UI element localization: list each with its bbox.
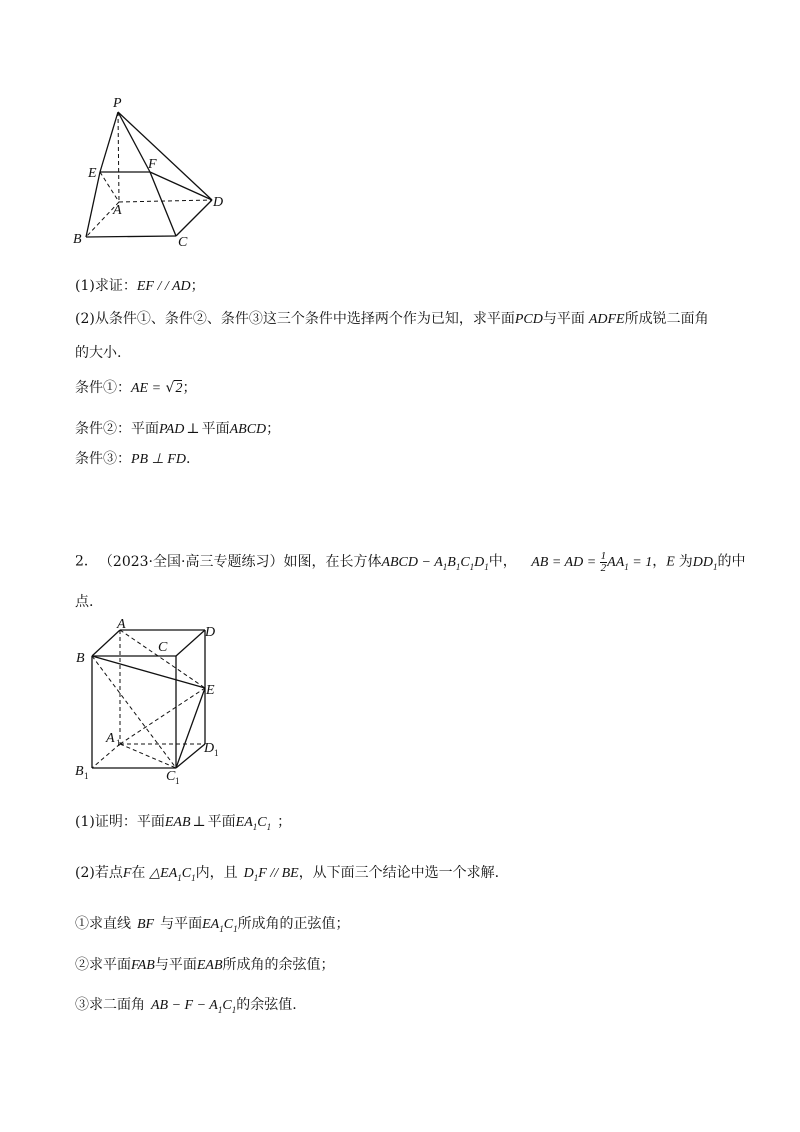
label-C1: C [166,769,176,784]
label-D: D [205,625,216,640]
label-A: A [113,203,122,218]
label-D1-sub: 1 [214,748,219,758]
label-B1-sub: 1 [84,771,89,781]
label-C1-sub: 1 [175,776,180,785]
label-P: P [113,96,122,111]
p1-part2-cont: 的大小. [75,345,122,361]
p1-part1: (1)求证：EF / / AD； [75,278,205,294]
p2-heading-cont: 点. [75,594,94,610]
fraction-one-half: $\frac{1}{2}$ [600,550,607,574]
label-F: F [148,157,157,172]
edge-BE [92,656,205,688]
edge-PF [118,112,150,172]
p1-cond2: 条件②：平面PAD ⊥ 平面ABCD； [75,421,281,437]
edge-BC [86,236,176,237]
label-E: E [206,683,215,698]
edge-PD [118,112,212,200]
figure-pyramid [60,90,250,255]
p1-cond3: 条件③：PB ⊥ FD. [75,451,191,467]
edge-A1C1 [120,744,176,768]
p2-opt1: ①求直线 BF 与平面$EA_1C_1$所成角的正弦值； [75,916,350,934]
p2-part1: (1)证明：平面EAB ⊥ 平面$EA_1C_1$ ； [75,814,292,832]
figure-cuboid [65,615,230,785]
p2-part2: (2)若点F在 $\triangle EA_1C_1$内，且 $D_1F$ // BE，从下面三个结论中选一个求解. [75,865,500,883]
label-B: B [73,232,82,247]
edge-CD [176,200,212,236]
p2-opt3: ③求二面角 AB − $F - A_1C_1$的余弦值. [75,997,297,1015]
edge-EA [100,172,119,202]
edge-EB [86,172,100,237]
edge-PE [100,112,118,172]
label-A: A [117,617,126,632]
label-B: B [76,651,85,666]
label-C: C [158,640,168,655]
edge-CD [176,630,205,656]
label-C: C [178,235,188,250]
p1-part2: (2)从条件①、条件②、条件③这三个条件中选择两个作为已知，求平面PCD与平面 ADFE所成锐二面角 [75,311,709,327]
p1-cond1: 条件①：AE = √2； [75,380,197,396]
edge-PA [118,112,119,202]
label-E: E [88,166,97,181]
p2-opt2: ②求平面FAB与平面EAB所成角的余弦值； [75,957,335,973]
label-A1: A [106,731,115,746]
edge-AE [120,630,205,688]
edge-AD [119,200,212,202]
p2-heading: 2． （2023·全国·高三专题练习）如图，在长方体ABCD − $A_1B_1C_1D_1$中， AB = AD = $\frac{1}{2}$ $AA_1 = 1$，E 为$DD_1$的中 [75,550,746,574]
label-D1: D [204,741,215,756]
label-D: D [213,195,224,210]
edge-BC1 [92,656,176,768]
label-B1: B [75,764,84,779]
edge-AB [92,630,120,656]
label-A1-sub: 1 [116,738,121,748]
edge-A1E [120,688,205,744]
